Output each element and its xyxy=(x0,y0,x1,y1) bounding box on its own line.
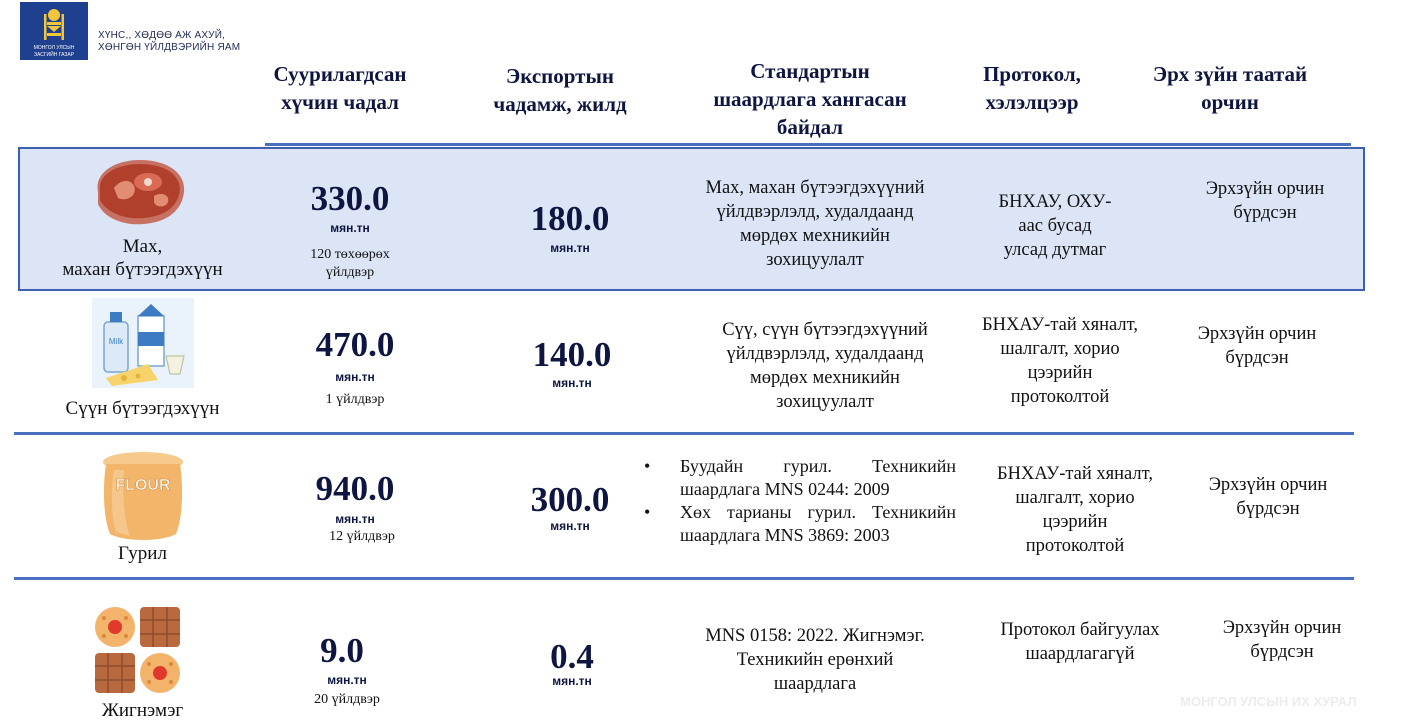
protocol-header-line1: Протокол, xyxy=(983,62,1081,86)
capacity-value: 940.0 xyxy=(315,469,395,508)
factory-count: 1 үйлдвэр xyxy=(325,392,385,407)
header-divider xyxy=(265,143,1351,146)
logo-text-1: МОНГОЛ УЛСЫН xyxy=(33,45,75,51)
watermark: МОНГОЛ УЛСЫН ИХ ХУРАЛ xyxy=(1180,694,1357,709)
export-unit: мян.тн xyxy=(550,519,590,533)
legal-line: бүрдсэн xyxy=(1236,499,1300,519)
export-unit: мян.тн xyxy=(552,376,592,390)
standard-header-line2: шаардлага хангасан xyxy=(713,87,907,111)
soyombo-emblem-icon xyxy=(20,2,88,60)
standard-line: зохицуулалт xyxy=(776,392,874,412)
factory-count-line1: 120 төхөөрөх xyxy=(310,247,390,262)
bullet-icon: • xyxy=(644,456,651,476)
standard-line: Мах, махан бүтээгдэхүүний xyxy=(705,178,925,198)
protocol-line: цээрийн xyxy=(1027,363,1093,383)
standard-line: шаардлага xyxy=(773,674,857,694)
protocol-text xyxy=(955,313,1165,409)
protocol-line: БНХАУ, ОХУ- xyxy=(998,192,1112,212)
ministry-line-2: ХӨНГӨН ҮЙЛДВЭРИЙН ЯАМ xyxy=(98,42,241,53)
protocol-line: Протокол байгуулах xyxy=(1000,620,1160,640)
factory-count: 12 үйлдвэр xyxy=(329,529,395,544)
capacity-header-line1: Суурилагдсан xyxy=(273,62,407,86)
protocol-line: шаардлагагүй xyxy=(1025,644,1135,664)
milk-products-icon xyxy=(92,298,194,388)
government-logo xyxy=(20,2,88,60)
capacity-value: 9.0 xyxy=(320,631,364,670)
logo-text-2: ЗАСГИЙН ГАЗАР xyxy=(33,52,75,58)
protocol-line: шалгалт, хорио xyxy=(1000,339,1120,359)
export-value: 180.0 xyxy=(530,199,610,238)
capacity-unit: мян.тн xyxy=(335,512,375,526)
protocol-line: БНХАУ-тай хяналт, xyxy=(982,315,1138,335)
protocol-line: протоколтой xyxy=(1025,536,1125,556)
export-unit: мян.тн xyxy=(552,674,592,688)
ministry-line-1: ХҮНС,, ХӨДӨӨ АЖ АХУЙ, xyxy=(98,30,226,41)
column-header-protocol xyxy=(962,60,1102,116)
protocol-text xyxy=(965,190,1145,262)
legal-line: Эрхзүйн орчин xyxy=(1222,618,1342,638)
standard-bullet-text: Буудайн гурил. Техникийн шаардлага MNS 0244: 2009 xyxy=(680,456,956,499)
capacity-header-line2: хүчин чадал xyxy=(281,90,399,114)
legal-line: Эрхзүйн орчин xyxy=(1205,179,1325,199)
standard-line: MNS 0158: 2022. Жигнэмэг. xyxy=(705,626,925,646)
category-milk: Сүүн бүтээгдэхүүн xyxy=(65,398,220,419)
flour-label: FLOUR xyxy=(115,477,171,494)
milk-label: Milk xyxy=(108,337,124,346)
meat-icon xyxy=(90,152,190,230)
legal-text xyxy=(1197,616,1367,664)
standard-text xyxy=(670,176,960,272)
row-divider xyxy=(14,577,1354,580)
ministry-name xyxy=(98,30,240,54)
legal-header-line2: орчин xyxy=(1201,90,1259,114)
standard-bullet-list xyxy=(644,455,956,547)
category-meat-line1: Мах, xyxy=(122,236,163,257)
standard-line: үйлдвэрлэлд, худалдаанд xyxy=(716,202,914,222)
factory-count xyxy=(280,246,420,282)
legal-header-line1: Эрх зүйн таатай xyxy=(1152,62,1308,86)
standard-text xyxy=(680,318,970,414)
standard-header-line3: байдал xyxy=(776,115,844,139)
standard-bullet-text: Хөх тарианы гурил. Техникийн шаардлага MNS 3869: 2003 xyxy=(680,502,956,545)
category-flour: Гурил xyxy=(118,543,167,564)
protocol-text xyxy=(970,462,1180,558)
standard-bullet-item xyxy=(644,501,956,547)
standard-line: Сүү, сүүн бүтээгдэхүүний xyxy=(722,320,928,340)
category-meat-line2: махан бүтээгдэхүүн xyxy=(62,259,223,280)
protocol-line: аас бусад xyxy=(1018,216,1092,236)
column-header-standard xyxy=(680,57,940,141)
column-header-export xyxy=(470,62,650,118)
capacity-value: 330.0 xyxy=(310,179,390,218)
protocol-line: улсад дутмаг xyxy=(1003,240,1107,260)
protocol-line: шалгалт, хорио xyxy=(1015,488,1135,508)
legal-text xyxy=(1183,473,1353,521)
category-cookies: Жигнэмэг xyxy=(101,700,184,721)
capacity-unit: мян.тн xyxy=(330,221,370,235)
legal-text xyxy=(1172,322,1342,370)
bullet-icon: • xyxy=(644,502,651,522)
protocol-line: цээрийн xyxy=(1042,512,1108,532)
legal-line: бүрдсэн xyxy=(1225,348,1289,368)
legal-line: Эрхзүйн орчин xyxy=(1208,475,1328,495)
legal-line: бүрдсэн xyxy=(1250,642,1314,662)
legal-line: Эрхзүйн орчин xyxy=(1197,324,1317,344)
standard-line: мөрдөх мехникийн xyxy=(750,368,900,388)
protocol-header-line2: хэлэлцээр xyxy=(985,90,1079,114)
standard-line: Техникийн ерөнхий xyxy=(736,650,894,670)
factory-count: 20 үйлдвэр xyxy=(314,692,380,707)
standard-line: үйлдвэрлэлд, худалдаанд xyxy=(726,344,924,364)
standard-line: мөрдөх мехникийн xyxy=(740,226,890,246)
cookies-icon xyxy=(92,604,184,696)
standard-bullet-item xyxy=(644,455,956,501)
factory-count-line2: үйлдвэр xyxy=(325,265,375,280)
export-unit: мян.тн xyxy=(550,241,590,255)
legal-text xyxy=(1180,177,1350,225)
column-header-legal xyxy=(1130,60,1330,116)
capacity-value: 470.0 xyxy=(315,325,395,364)
protocol-line: протоколтой xyxy=(1010,387,1110,407)
standard-text xyxy=(670,624,960,696)
standard-header-line1: Стандартын xyxy=(750,59,870,83)
capacity-unit: мян.тн xyxy=(327,673,367,687)
standard-line: зохицуулалт xyxy=(766,250,864,270)
flour-icon xyxy=(100,450,186,542)
protocol-line: БНХАУ-тай хяналт, xyxy=(997,464,1153,484)
capacity-unit: мян.тн xyxy=(335,370,375,384)
export-value: 300.0 xyxy=(530,480,610,519)
legal-line: бүрдсэн xyxy=(1233,203,1297,223)
export-value: 140.0 xyxy=(532,335,612,374)
column-header-capacity xyxy=(250,60,430,116)
category-meat xyxy=(30,235,255,281)
export-header-line2: чадамж, жилд xyxy=(493,92,627,116)
export-value: 0.4 xyxy=(550,637,594,676)
row-divider xyxy=(14,432,1354,435)
export-header-line1: Экспортын xyxy=(506,64,614,88)
protocol-text xyxy=(970,618,1190,666)
